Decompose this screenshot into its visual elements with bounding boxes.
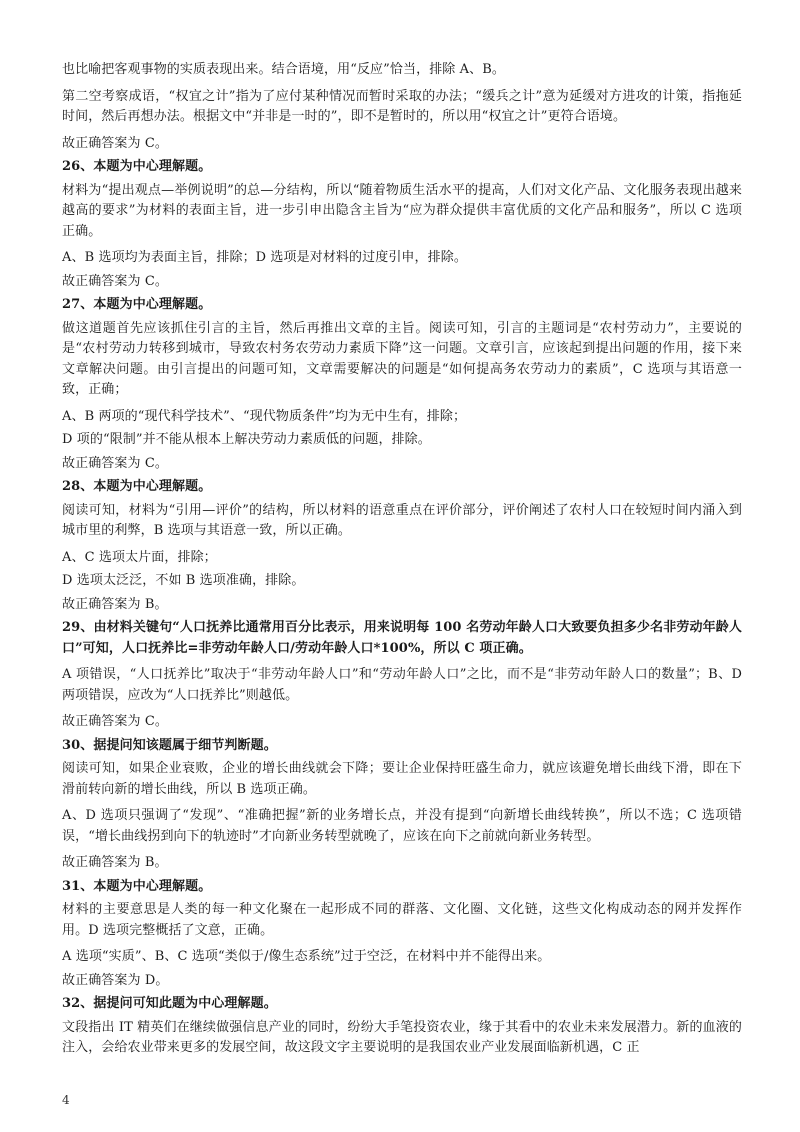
answer-line: 故正确答案为 D。 <box>62 972 169 988</box>
answer-line: 故正确答案为 B。 <box>62 596 168 612</box>
document-body <box>62 60 742 1065</box>
paragraph: 做这道题首先应该抓住引言的主旨，然后再推出文章的主旨。阅读可知，引言的主题词是“农村劳动力”，主要说的是“农村劳动力转移到城市，导致农村务农劳动力素质下降”这一问题。文章引言，应该起到提出问题的作用，接下来文章解决问题。由引言提出的问题可知，文章需要解决的问题是“如何提高务农劳动力的素质”，C 选项与其语意一致，正确； <box>62 320 742 397</box>
answer-line: 故正确答案为 C。 <box>62 135 168 151</box>
paragraph: A、B 两项的“现代科学技术”、“现代物质条件”均为无中生有，排除； <box>62 408 467 424</box>
paragraph: A 项错误，“人口抚养比”取决于“非劳动年龄人口”和“劳动年龄人口”之比，而不是“非劳动年龄人口的数量”；B、D 两项错误，应改为“人口抚养比”则越低。 <box>62 667 742 703</box>
answer-line: 故正确答案为 C。 <box>62 714 168 729</box>
question-heading-26: 26、本题为中心理解题。 <box>62 159 212 174</box>
paragraph: 材料为“提出观点—举例说明”的总—分结构，所以“随着物质生活水平的提高，人们对文化产品、文化服务表现出越来越高的要求”为材料的表面主旨，进一步引申出隐含主旨为“应为群众提供丰富优质的文化产品和服务”，所以 C 选项正确。 <box>62 182 742 239</box>
answer-line: 故正确答案为 B。 <box>62 855 168 870</box>
paragraph: A、C 选项太片面，排除； <box>62 549 217 565</box>
answer-line: 故正确答案为 C。 <box>62 273 168 289</box>
question-heading-27: 27、本题为中心理解题。 <box>62 297 212 312</box>
paragraph: 也比喻把客观事物的实质表现出来。结合语境，用“反应”恰当，排除 A、B。 <box>62 62 505 77</box>
paragraph: A、B 选项均为表面主旨，排除；D 选项是对材料的过度引申，排除。 <box>62 250 467 265</box>
question-heading-29: 29、由材料关键句“人口抚养比通常用百分比表示，用来说明每 100 名劳动年龄人口大致要负担多少名非劳动年龄人口”可知，人口抚养比=非劳动年龄人口/劳动年龄人口*100%，所以 C 项正确。 <box>62 620 742 656</box>
paragraph: A 选项“实质”、B、C 选项“类似于/像生态系统”过于空泛，在材料中并不能得出来。 <box>62 949 551 964</box>
question-heading-28: 28、本题为中心理解题。 <box>62 479 212 494</box>
paragraph: 文段指出 IT 精英们在继续做强信息产业的同时，纷纷大手笔投资农业，缘于其看中的农业未来发展潜力。新的血液的注入，会给农业带来更多的发展空间，故这段文字主要说明的是我国农业产业发展面临新机遇，C 正 <box>62 1019 742 1055</box>
question-heading-32: 32、据提问可知此题为中心理解题。 <box>62 996 277 1011</box>
paragraph: A、D 选项只强调了“发现”、“准确把握”新的业务增长点，并没有提到“向新增长曲线转换”，所以不选；C 选项错误，“增长曲线拐到向下的轨迹时”才向新业务转型就晚了，应该在向下之前就向新业务转型。 <box>62 808 742 844</box>
page-number: 4 <box>62 1093 70 1107</box>
question-heading-30: 30、据提问知该题属于细节判断题。 <box>62 737 277 753</box>
paragraph: D 选项太泛泛，不如 B 选项准确，排除。 <box>62 573 305 588</box>
paragraph: D 项的“限制”并不能从根本上解决劳动力素质低的问题，排除。 <box>62 432 431 447</box>
question-heading-31: 31、本题为中心理解题。 <box>62 878 212 894</box>
paragraph: 第二空考察成语，“权宜之计”指为了应付某种情况而暂时采取的办法；“缓兵之计”意为延缓对方进攻的计策，指拖延时间，然后再想办法。根据文中“并非是一时的”，即不是暂时的，所以用“权宜之计”更符合语境。 <box>62 88 742 124</box>
answer-line: 故正确答案为 C。 <box>62 455 168 471</box>
paragraph: 阅读可知，如果企业衰败，企业的增长曲线就会下降；要让企业保持旺盛生命力，就应该避免增长曲线下滑，即在下滑前转向新的增长曲线，所以 B 选项正确。 <box>62 761 742 797</box>
paragraph: 阅读可知，材料为“引用—评价”的结构，所以材料的语意重点在评价部分，评价阐述了农村人口在较短时间内涌入到城市里的利弊，B 选项与其语意一致，所以正确。 <box>62 502 742 538</box>
paragraph: 材料的主要意思是人类的每一种文化聚在一起形成不同的群落、文化圈、文化链，这些文化构成动态的网并发挥作用。D 选项完整概括了文意，正确。 <box>62 902 742 938</box>
